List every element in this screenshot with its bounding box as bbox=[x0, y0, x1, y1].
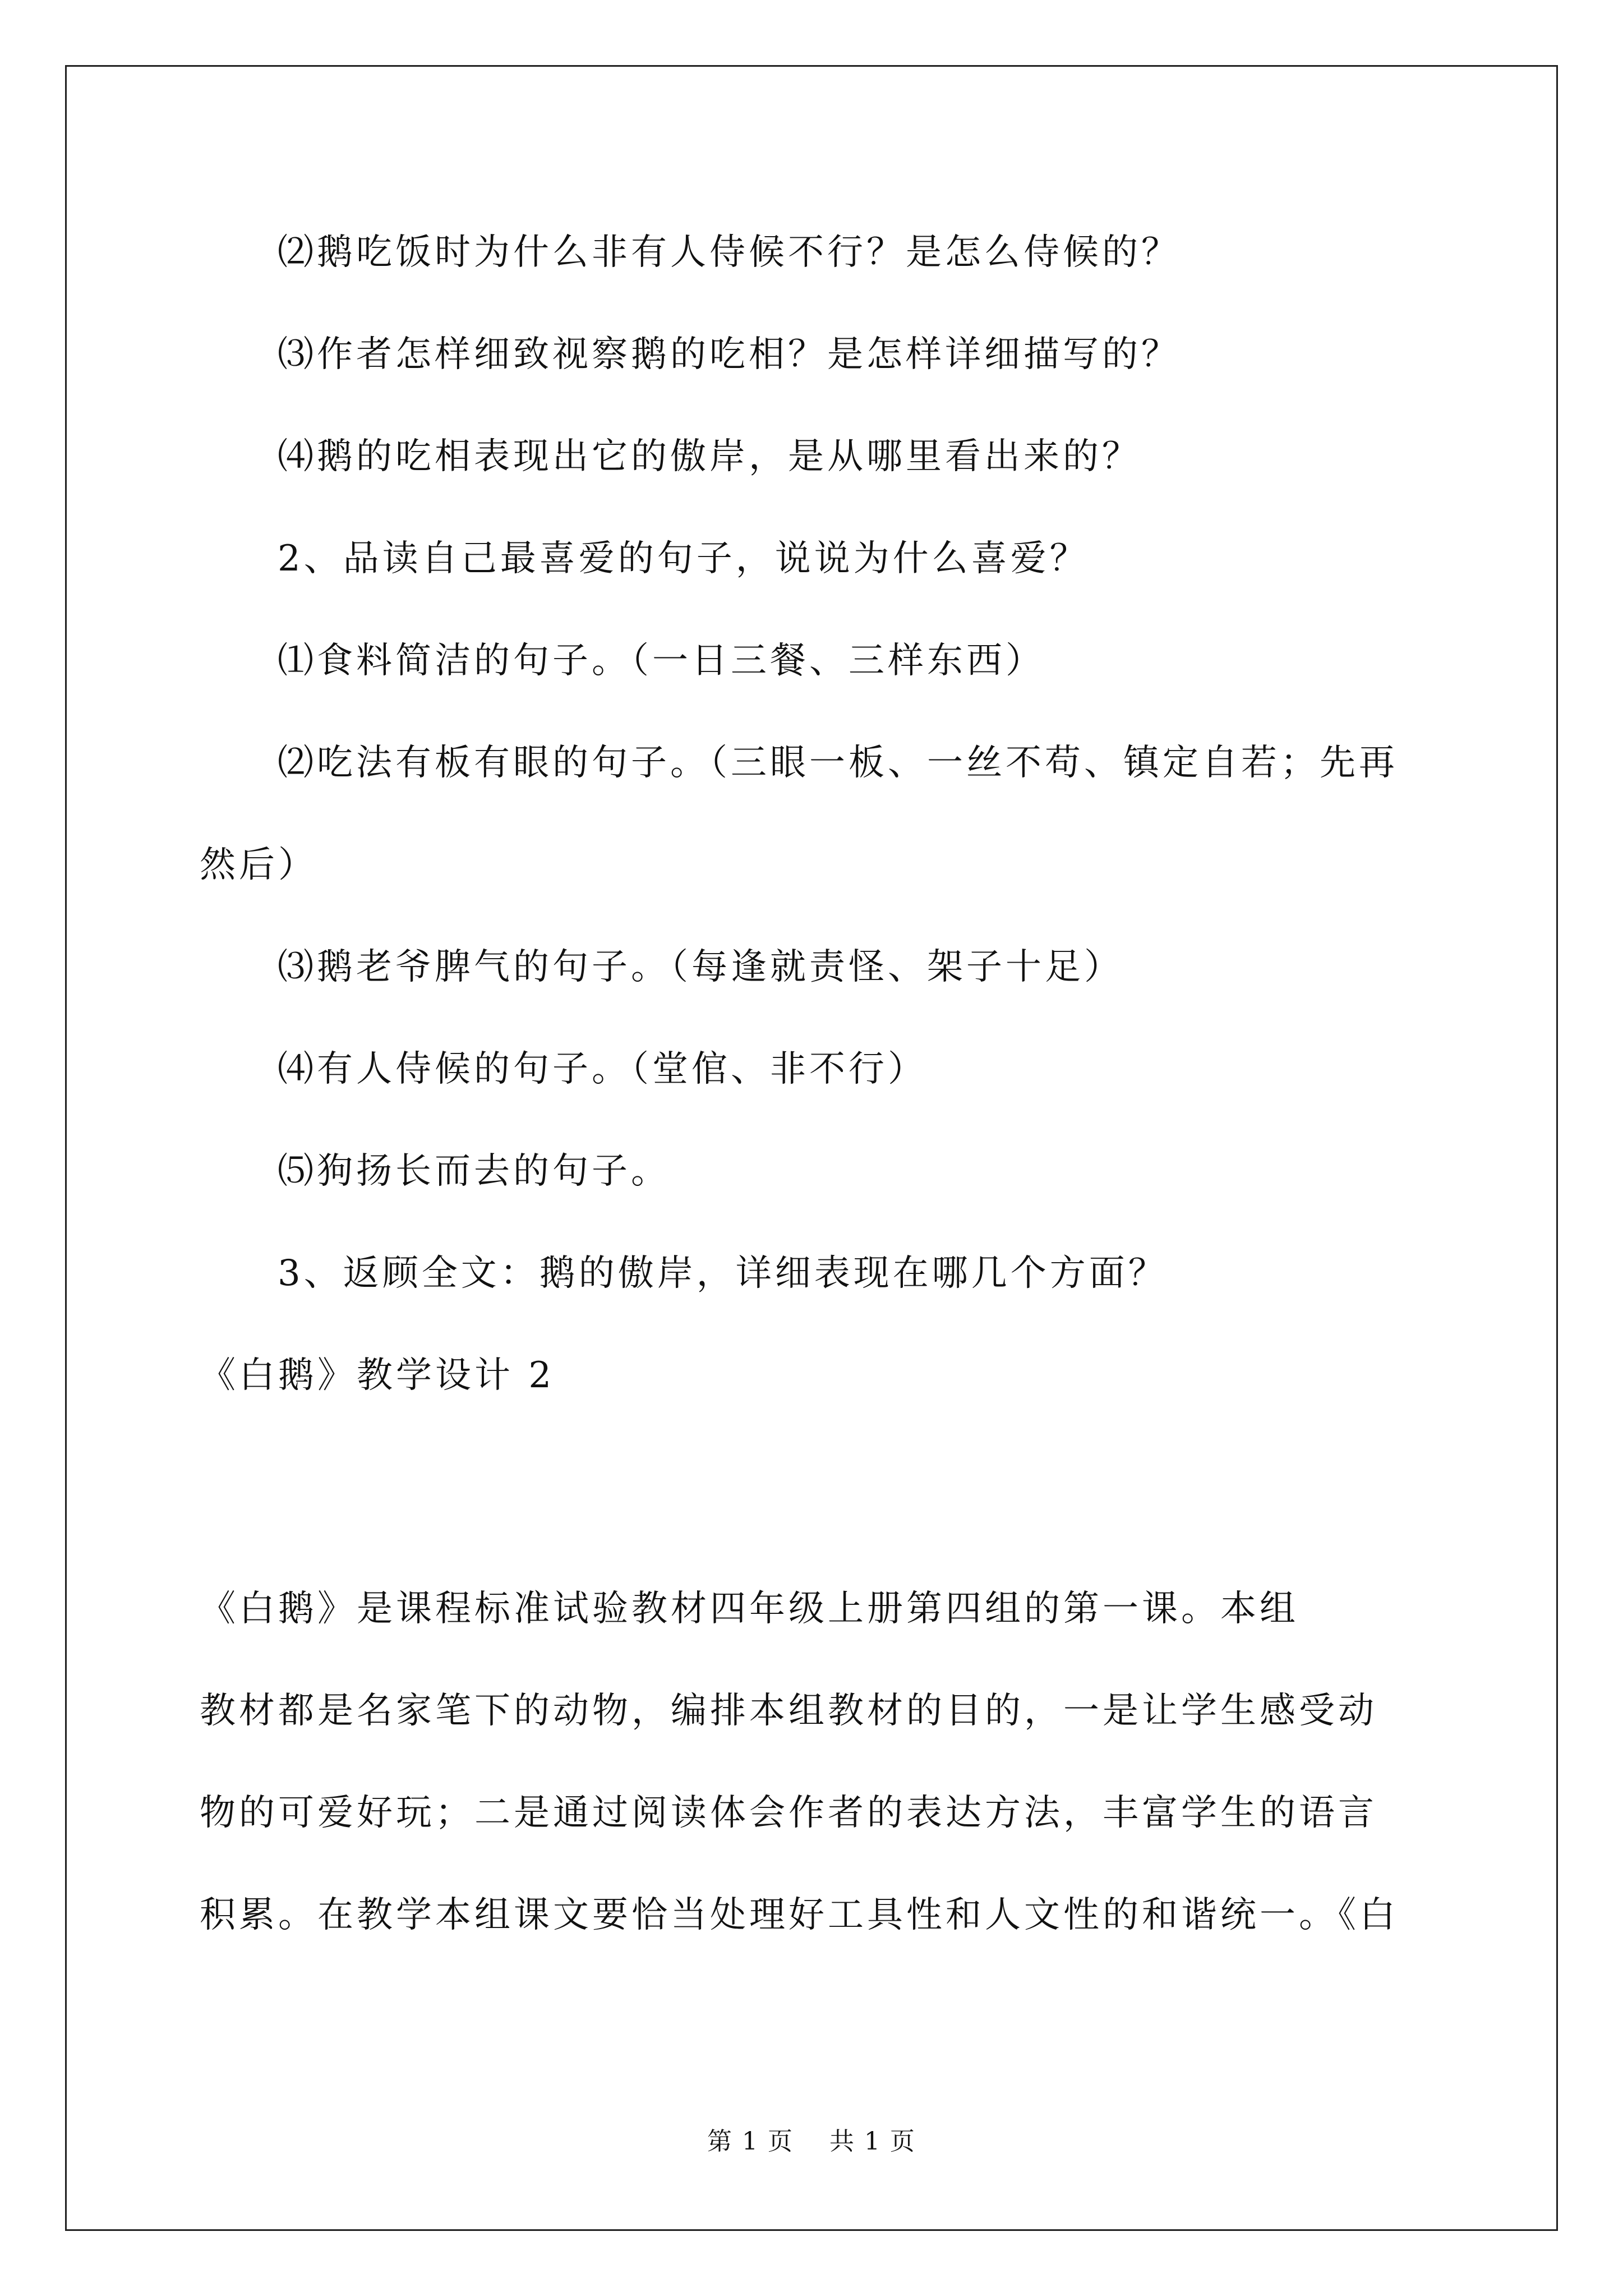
task-3-line: 3、返顾全文：鹅的傲岸，详细表现在哪几个方面？ bbox=[278, 1253, 1168, 1294]
task-2-line: 2、品读自己最喜爱的句子，说说为什么喜爱？ bbox=[278, 538, 1089, 579]
paragraph-line-2: 教材都是名家笔下的动物，编排本组教材的目的，一是让学生感受动 bbox=[200, 1690, 1377, 1732]
sentence-item-3: ⑶鹅老爷脾气的句子。（每逢就责怪、架子十足） bbox=[278, 946, 1123, 988]
question-line-3: ⑶作者怎样细致视察鹅的吃相？是怎样详细描写的？ bbox=[278, 334, 1181, 375]
paragraph-line-4: 积累。在教学本组课文要恰当处理好工具性和人文性的和谐统一。《白 bbox=[200, 1894, 1399, 1936]
page-footer: 第 1 页 共 1 页 bbox=[707, 2127, 916, 2156]
sentence-item-4: ⑷有人侍候的句子。（堂倌、非不行） bbox=[278, 1048, 927, 1090]
paragraph-line-3: 物的可爱好玩；二是通过阅读体会作者的表达方法，丰富学生的语言 bbox=[200, 1792, 1377, 1834]
sentence-item-1: ⑴食料简洁的句子。（一日三餐、三样东西） bbox=[278, 640, 1045, 682]
sentence-item-5: ⑸狗扬长而去的句子。 bbox=[278, 1151, 670, 1192]
sentence-item-2-continued: 然后） bbox=[200, 844, 317, 886]
question-line-4: ⑷鹅的吃相表现出它的傲岸，是从哪里看出来的？ bbox=[278, 436, 1141, 477]
paragraph-line-1: 《白鹅》是课程标准试验教材四年级上册第四组的第一课。本组 bbox=[200, 1588, 1299, 1630]
section-title: 《白鹅》教学设计 2 bbox=[200, 1355, 555, 1396]
question-line-2: ⑵鹅吃饭时为什么非有人侍候不行？是怎么侍候的？ bbox=[278, 232, 1181, 273]
sentence-item-2: ⑵吃法有板有眼的句子。（三眼一板、一丝不苟、镇定自若；先再 bbox=[278, 742, 1398, 784]
